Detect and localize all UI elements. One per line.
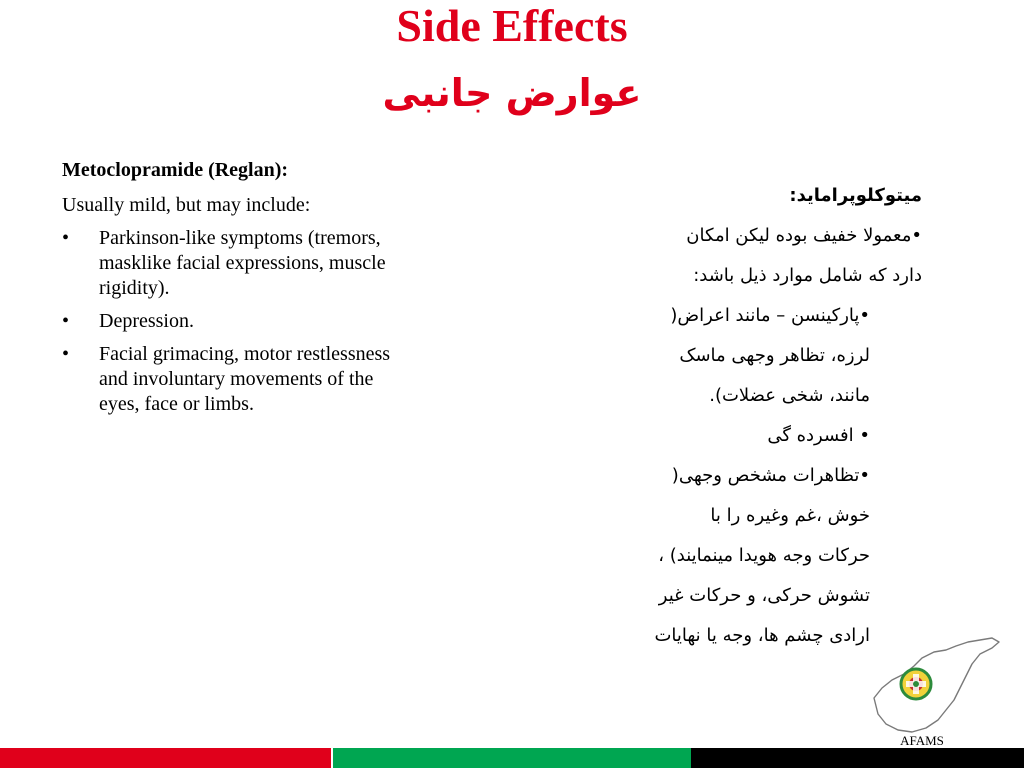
- flag-stripe-green: [333, 748, 691, 768]
- persian-line: تشوش حرکی، و حرکات غیر: [658, 585, 870, 606]
- org-label: AFAMS: [900, 733, 944, 748]
- persian-line: خوش ،غم وغیره را با: [710, 505, 870, 526]
- persian-content: [560, 176, 922, 656]
- persian-line: •معمولا خفیف بوده لیکن امکان: [686, 225, 922, 246]
- persian-line: • افسرده گی: [767, 425, 870, 446]
- bullet-icon: •: [62, 227, 70, 249]
- bullet-icon: •: [62, 343, 70, 365]
- persian-line: حرکات وجه هویدا مینمایند) ،: [658, 545, 870, 566]
- flag-stripe-black: [691, 748, 1024, 768]
- persian-drug-name: میتوکلوپرامايد:: [789, 185, 922, 206]
- drug-name: Metoclopramide (Reglan):: [62, 159, 289, 181]
- list-item-text: Depression.: [99, 310, 194, 332]
- side-effects-list: [62, 226, 402, 417]
- list-item-text: Parkinson-like symptoms (tremors, masklike facial expressions, muscle rigidity).: [99, 227, 386, 299]
- persian-line: ارادی چشم ها، وجه یا نهایات: [654, 625, 870, 646]
- persian-text-block: [560, 216, 922, 656]
- persian-line: •تظاهرات مشخص وجهی(: [671, 465, 870, 486]
- list-item: [62, 309, 402, 334]
- bullet-icon: •: [62, 310, 70, 332]
- persian-line: •پارکینسن – مانند اعراض(: [670, 305, 870, 326]
- persian-line: لرزه، تظاهر وجهی ماسک: [679, 345, 870, 366]
- list-item: [62, 342, 402, 417]
- list-item-text: Facial grimacing, motor restlessness and involuntary movements of the eyes, face or limbs.: [99, 343, 391, 415]
- intro-text: Usually mild, but may include:: [62, 194, 311, 216]
- slide-title-persian: عوارض جانبی: [382, 71, 642, 115]
- slide-title-english: Side Effects: [396, 0, 628, 51]
- list-item: [62, 226, 402, 301]
- flag-stripe-red: [0, 748, 331, 768]
- english-content: [62, 158, 402, 425]
- persian-line: دارد که شامل موارد ذیل باشد:: [693, 265, 922, 286]
- persian-line: مانند، شخی عضلات).: [709, 385, 870, 406]
- afghanistan-map-logo-icon: [868, 636, 1002, 734]
